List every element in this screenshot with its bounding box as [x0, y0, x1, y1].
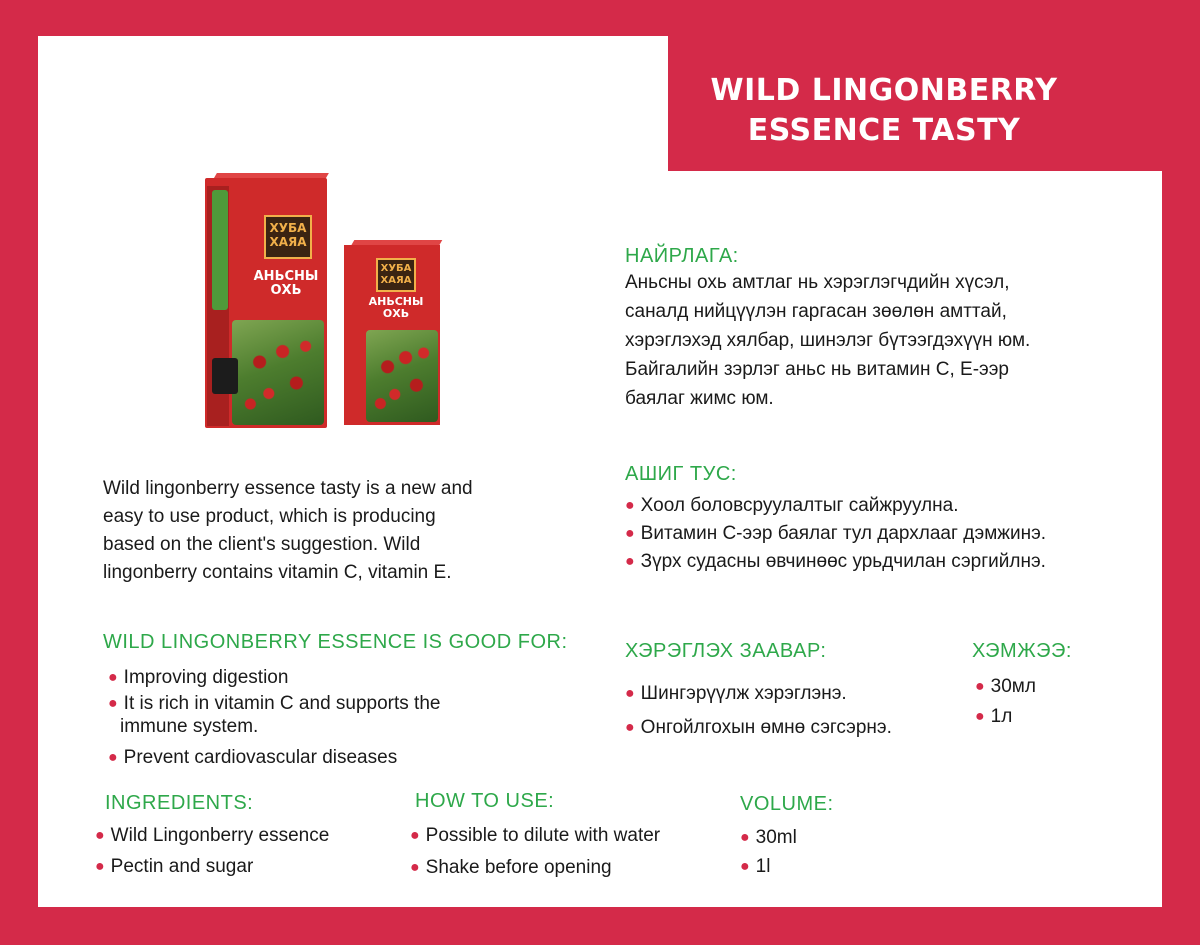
- berry-photo-big: [232, 320, 324, 425]
- mn-usage-heading: ХЭРЭГЛЭХ ЗААВАР:: [625, 640, 827, 662]
- mn-usage-item: ● Онгойлгохын өмнө сэгсэрнэ.: [625, 717, 892, 738]
- en-good-for-heading: WILD LINGONBERRY ESSENCE IS GOOD FOR:: [103, 631, 568, 653]
- en-good-for-item: ● Improving digestion: [108, 667, 289, 688]
- title-line-1: WILD LINGONBERRY: [710, 73, 1058, 108]
- en-volume-item: ● 1l: [740, 856, 771, 877]
- mn-benefit-item: ● Зүрх судасны өвчинөөс урьдчилан сэргийлнэ.: [625, 551, 1046, 572]
- en-intro-line: easy to use product, which is producing: [103, 506, 436, 527]
- mn-benefit-heading: АШИГ ТУС:: [625, 463, 737, 485]
- mn-ingredients-line: хэрэглэхэд хялбар, шинэлэг бүтээгдэхүүн юм.: [625, 330, 1031, 351]
- en-how-item: ● Possible to dilute with water: [410, 825, 661, 846]
- mn-ingredients-line: баялаг жимс юм.: [625, 388, 774, 409]
- mn-volume-item: ● 30мл: [975, 676, 1036, 697]
- mn-ingredients-line: саналд нийцүүлэн гаргасан зөөлөн амттай,: [625, 301, 1007, 322]
- mn-ingredients-line: Аньсны охь амтлаг нь хэрэглэгчдийн хүсэл,: [625, 272, 1010, 293]
- mn-ingredients-line: Байгалийн зэрлэг аньс нь витамин С, Е-ээр: [625, 359, 1009, 380]
- product-name-small: АНЬСНЫ ОХЬ: [368, 295, 424, 320]
- berry-photo-small: [366, 330, 438, 422]
- product-name-big: АНЬСНЫ ОХЬ: [253, 269, 319, 298]
- mn-ingredients-heading: НАЙРЛАГА:: [625, 245, 739, 267]
- en-good-for-item-cont: immune system.: [120, 716, 259, 737]
- en-how-item: ● Shake before opening: [410, 857, 612, 878]
- en-good-for-item: ● Prevent cardiovascular diseases: [108, 747, 398, 768]
- en-volume-heading: VOLUME:: [740, 793, 834, 815]
- en-good-for-item: ● It is rich in vitamin C and supports the: [108, 693, 441, 714]
- en-intro-line: Wild lingonberry essence tasty is a new and: [103, 478, 473, 499]
- mn-volume-heading: ХЭМЖЭЭ:: [972, 640, 1072, 662]
- brand-logo-small: ХУБА ХАЯА: [376, 258, 416, 292]
- dispenser-tap: [212, 358, 238, 394]
- mn-usage-item: ● Шингэрүүлж хэрэглэнэ.: [625, 683, 847, 704]
- en-ingredients-item: ● Pectin and sugar: [95, 856, 254, 877]
- mn-volume-item: ● 1л: [975, 706, 1013, 727]
- en-intro-text: [103, 475, 583, 587]
- mn-ingredients-text: [625, 268, 1145, 413]
- big-box-label-strip: [212, 190, 228, 310]
- en-ingredients-heading: INGREDIENTS:: [105, 792, 254, 814]
- en-intro-line: based on the client's suggestion. Wild: [103, 534, 421, 555]
- title-banner: [668, 36, 1200, 171]
- title-line-2: ESSENCE TASTY: [747, 113, 1021, 148]
- en-ingredients-item: ● Wild Lingonberry essence: [95, 825, 330, 846]
- brand-logo-big: ХУБА ХАЯА: [264, 215, 312, 259]
- mn-benefit-item: ● Хоол боловсруулалтыг сайжруулна.: [625, 495, 959, 516]
- en-volume-item: ● 30ml: [740, 827, 797, 848]
- en-intro-line: lingonberry contains vitamin C, vitamin E.: [103, 562, 452, 583]
- mn-benefit-item: ● Витамин С-ээр баялаг тул дархлааг дэмжинэ.: [625, 523, 1047, 544]
- en-how-heading: HOW TO USE:: [415, 790, 555, 812]
